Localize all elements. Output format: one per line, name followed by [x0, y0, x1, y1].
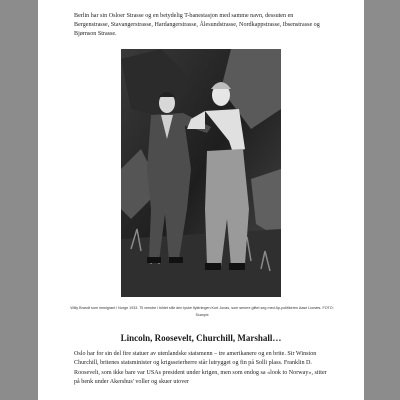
- historical-photo: [121, 49, 281, 297]
- body-paragraph: Oslo har for sin del fire statuer av utenlandske statsmenn – tre amerikanere og en brite. Sir Winston Churchill, britenes statsminister og krigsseierherre står lutrygget og fin på Solli plass. Franklin D. Roosevelt, som ikke bare var USAs president under krigen, men som endog sa «look to Norway», sitter på benk under Akershus' voller og skuer utover: [74, 351, 327, 386]
- intro-paragraph: Berlin har sin Osloer Strasse og en betydelig T-banestasjon med samme navn, dessuten en Bergenstrasse, Stavangerstrasse, Hardangerstrasse, Ålesundstrasse, Nordkappstrasse, Ibsenstrasse og Bjørnson Strasse.: [74, 13, 320, 37]
- photo-caption: Willy Brandt som immigrant i Norge 1933. Til venstre i bildet står den tyske flyktningen Kurt Jonas, som senere giftet seg med Ap-politikeren Aase Lionæs. FOTO: Scanpix: [70, 306, 334, 317]
- document-page: [38, 0, 364, 400]
- section-heading: Lincoln, Roosevelt, Churchill, Marshall…: [120, 333, 282, 343]
- photo-illustration: [121, 49, 281, 297]
